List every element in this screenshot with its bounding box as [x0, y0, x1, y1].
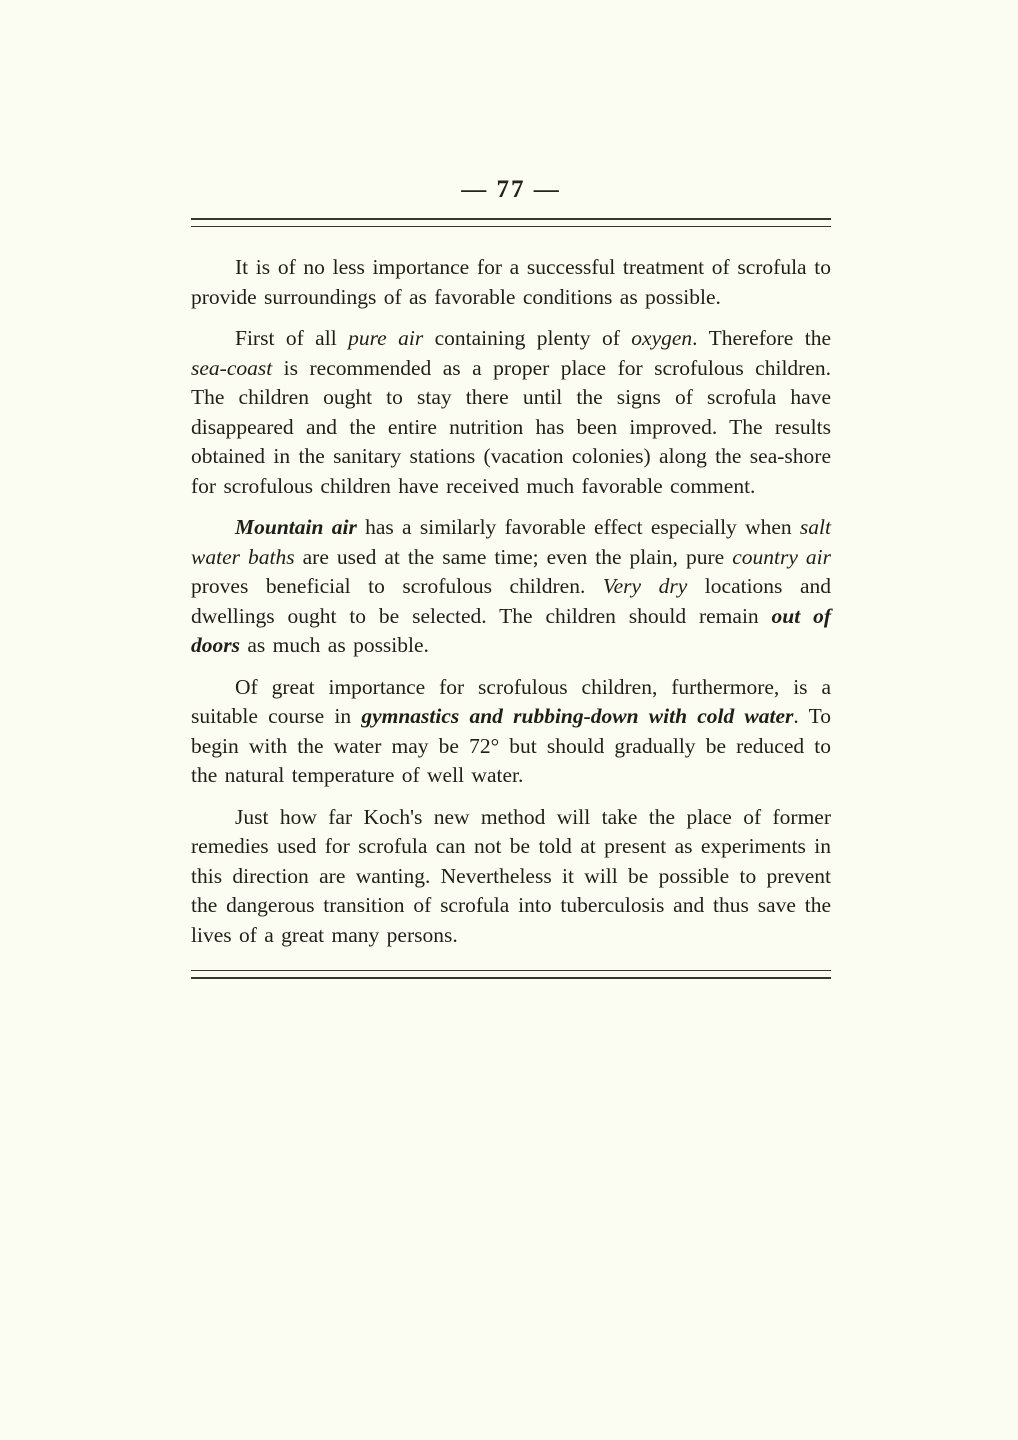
body-text: containing plenty of — [423, 326, 632, 350]
emphasized-text: gymnastics and rubbing-down with cold water — [361, 704, 794, 728]
paragraph — [191, 673, 831, 791]
body-text: It is of no less importance for a successful treatment of scrofula to provide surroundings of as favorable conditions as possible. — [191, 255, 831, 309]
emphasized-text: oxygen — [631, 326, 693, 350]
emphasized-text: pure air — [348, 326, 424, 350]
page-content — [191, 253, 831, 950]
body-text: is recommended as a proper place for scrofulous children. The children ought to stay there until the signs of scrofula have disappeared and the entire nutrition has been improved. The results obtained in the sanitary stations (vacation colonies) along the sea-shore for scrofulous children have received much favorable comment. — [191, 355, 831, 498]
body-text: locations and dwellings ought to be selected. The children should remain — [191, 574, 831, 628]
body-text: Just how far Koch's new method will take the place of former remedies used for scrofula can not be told at present as experiments in this direction are wanting. Nevertheless it will be possible to prevent the dangerous transition of scrofula into tuberculosis and thus save the lives of a great many persons. — [191, 804, 831, 947]
paragraph — [191, 513, 831, 661]
body-text: . To begin with the water may be 72° but should gradually be reduced to the natural temperature of well water. — [191, 704, 831, 787]
emphasized-text: Very dry — [602, 574, 688, 598]
body-text: . Therefore the — [692, 326, 831, 350]
body-text: are used at the same time; even the plain, pure — [294, 544, 733, 569]
bottom-rule — [191, 970, 831, 979]
paragraph — [191, 803, 831, 951]
body-text: Of great importance for scrofulous children, furthermore, is a suitable course in — [191, 674, 831, 728]
emphasized-text: salt water baths — [191, 515, 831, 569]
body-text: as much as possible. — [239, 633, 429, 657]
paragraph — [191, 253, 831, 312]
emphasized-text: country air — [732, 544, 831, 569]
emphasized-text: sea-coast — [191, 355, 273, 380]
top-rule — [191, 218, 831, 227]
body-text: proves beneficial to scrofulous children. — [191, 574, 603, 598]
body-text: First of all — [235, 326, 349, 350]
text-column — [191, 176, 831, 979]
paragraph — [191, 324, 831, 501]
emphasized-text: Mountain air — [235, 515, 357, 539]
page-number: — 77 — — [461, 176, 561, 203]
body-text: has a similarly favorable effect especially when — [356, 515, 800, 539]
emphasized-text: out of doors — [191, 603, 832, 657]
